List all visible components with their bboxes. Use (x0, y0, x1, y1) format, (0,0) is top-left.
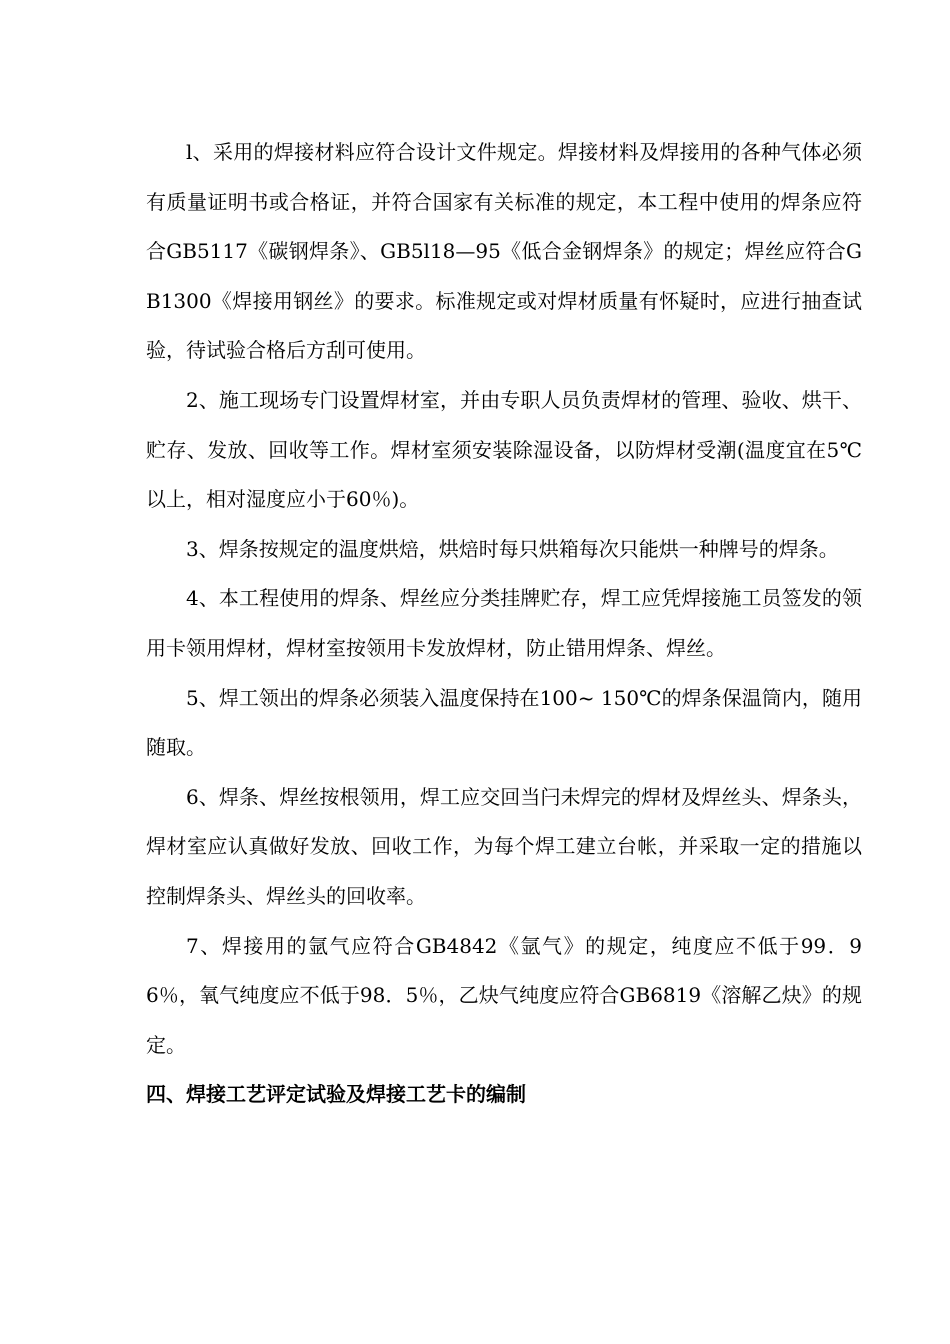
paragraph-1: l、采用的焊接材料应符合设计文件规定。焊接材料及焊接用的各种气体必须有质量证明书或合格证，并符合国家有关标准的规定，本工程中使用的焊条应符合GB5117《碳钢焊条》、GB5l18—95《低合金钢焊条》的规定；焊丝应符合GB1300《焊接用钢丝》的要求。标准规定或对焊材质量有怀疑时，应进行抽查试验，待试验合格后方刮可使用。 (146, 140, 862, 363)
paragraph-2: 2、施工现场专门设置焊材室，并由专职人员负责焊材的管理、验收、烘干、贮存、发放、回收等工作。焊材室须安装除湿设备，以防焊材受潮(温度宜在5℃以上，相对湿度应小于60％)。 (146, 387, 862, 512)
paragraph-3: 3、焊条按规定的温度烘焙，烘焙时每只烘箱每次只能烘一种牌号的焊条。 (186, 536, 839, 561)
paragraph-4: 4、本工程使用的焊条、焊丝应分类挂牌贮存，焊工应凭焊接施工员签发的领用卡领用焊材，焊材室按领用卡发放焊材，防止错用焊条、焊丝。 (146, 586, 862, 660)
section-heading: 四、焊接工艺评定试验及焊接工艺卡的编制 (146, 1082, 526, 1107)
paragraph-7: 7、焊接用的氩气应符合GB4842《氩气》的规定，纯度应不低于99．96％，氧气纯度应不低于98．5％，乙炔气纯度应符合GB6819《溶解乙炔》的规定。 (146, 933, 862, 1057)
paragraph-6: 6、焊条、焊丝按根领用，焊工应交回当闩未焊完的焊材及焊丝头、焊条头，焊材室应认真做好发放、回收工作，为每个焊工建立台帐，并采取一定的措施以控制焊条头、焊丝头的回收率。 (146, 784, 862, 908)
paragraph-5: 5、焊工领出的焊条必须装入温度保持在100~ 150℃的焊条保温筒内，随用随取。 (146, 685, 862, 760)
document-body (146, 128, 862, 1120)
